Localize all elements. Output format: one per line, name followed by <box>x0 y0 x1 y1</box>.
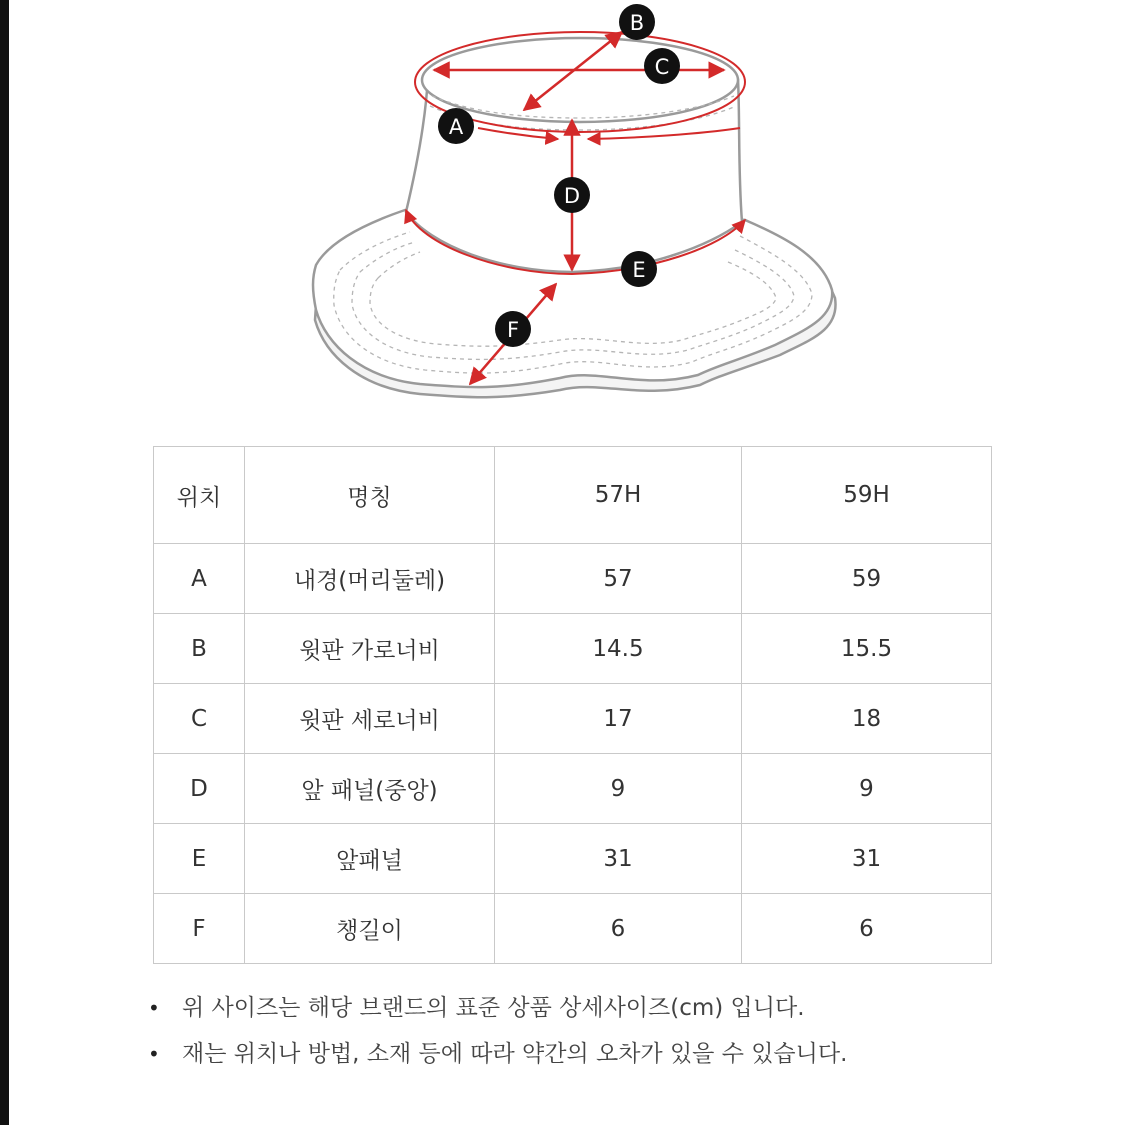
table-row <box>154 824 992 894</box>
header-name: 명칭 <box>245 447 495 544</box>
cell-size-59h: 59 <box>742 544 992 614</box>
badge-e <box>621 251 657 287</box>
cell-size-57h: 9 <box>495 754 742 824</box>
cell-name: 윗판 세로너비 <box>245 684 495 754</box>
note-text: 위 사이즈는 해당 브랜드의 표준 상품 상세사이즈(cm) 입니다. <box>182 995 805 1021</box>
cell-size-57h: 14.5 <box>495 614 742 684</box>
cell-size-57h: 57 <box>495 544 742 614</box>
badge-f-label: F <box>506 318 520 342</box>
badge-a-label: A <box>448 115 464 139</box>
badge-c-label: C <box>654 55 670 79</box>
badge-d-label: D <box>563 184 581 208</box>
cell-name: 챙길이 <box>245 894 495 964</box>
cell-name: 내경(머리둘레) <box>245 544 495 614</box>
note-item <box>148 1031 1048 1077</box>
cell-size-59h: 9 <box>742 754 992 824</box>
size-table <box>153 446 992 964</box>
badge-a <box>438 108 474 144</box>
cell-size-57h: 6 <box>495 894 742 964</box>
table-row <box>154 894 992 964</box>
cell-position: E <box>154 824 245 894</box>
cell-position: F <box>154 894 245 964</box>
table-header-row <box>154 447 992 544</box>
cell-position: C <box>154 684 245 754</box>
size-notes <box>148 985 1048 1077</box>
bucket-hat-illustration <box>0 0 1125 420</box>
cell-size-57h: 17 <box>495 684 742 754</box>
table-row <box>154 684 992 754</box>
table-row <box>154 754 992 824</box>
badge-c <box>644 48 680 84</box>
header-size-59h: 59H <box>742 447 992 544</box>
hat-top-panel <box>422 38 738 122</box>
cell-size-59h: 18 <box>742 684 992 754</box>
table-row <box>154 544 992 614</box>
bullet-icon: • <box>148 996 160 1020</box>
badge-b-label: B <box>629 11 645 35</box>
cell-name: 윗판 가로너비 <box>245 614 495 684</box>
cell-size-59h: 15.5 <box>742 614 992 684</box>
cell-size-59h: 6 <box>742 894 992 964</box>
cell-position: B <box>154 614 245 684</box>
cell-size-57h: 31 <box>495 824 742 894</box>
cell-name: 앞패널 <box>245 824 495 894</box>
note-text: 재는 위치나 방법, 소재 등에 따라 약간의 오차가 있을 수 있습니다. <box>182 1041 848 1067</box>
badge-e-label: E <box>632 258 646 282</box>
badge-d <box>554 177 590 213</box>
badge-b <box>619 4 655 40</box>
header-position: 위치 <box>154 447 245 544</box>
header-size-57h: 57H <box>495 447 742 544</box>
cell-size-59h: 31 <box>742 824 992 894</box>
table-row <box>154 614 992 684</box>
bullet-icon: • <box>148 1042 160 1066</box>
hat-measurement-diagram <box>0 0 1125 420</box>
cell-name: 앞 패널(중앙) <box>245 754 495 824</box>
cell-position: D <box>154 754 245 824</box>
note-item <box>148 985 1048 1031</box>
badge-f <box>495 311 531 347</box>
cell-position: A <box>154 544 245 614</box>
